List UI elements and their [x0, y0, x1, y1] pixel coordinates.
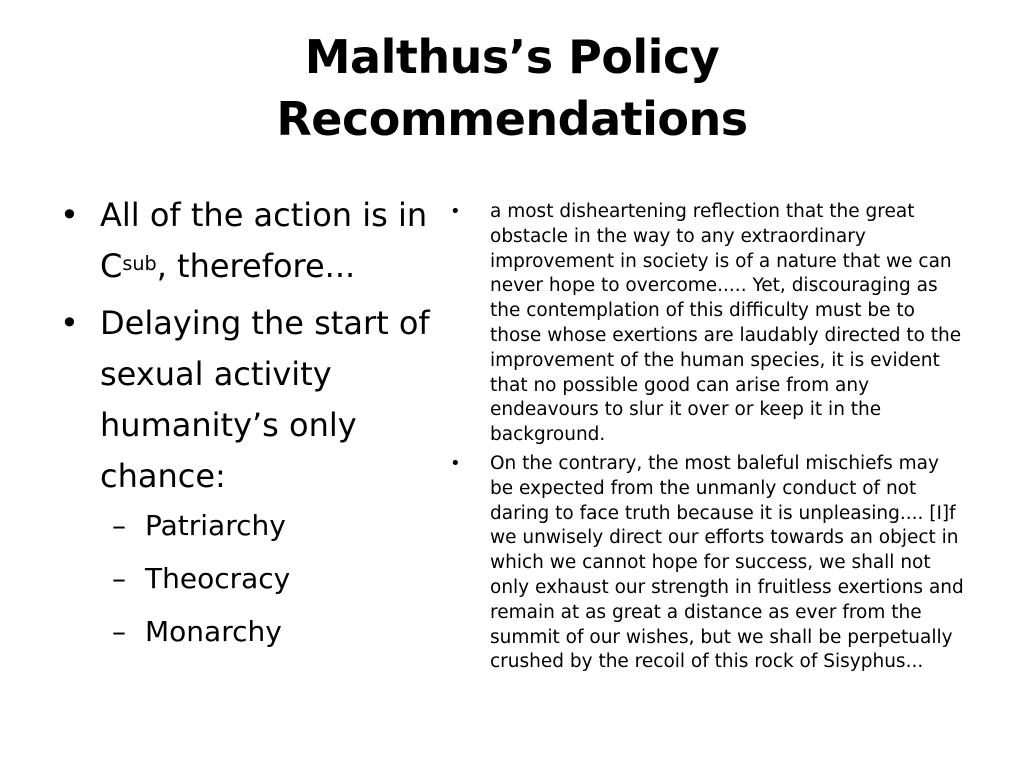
quote-1-text: a most disheartening reflection that the great obstacle in the way to any extraordinary improvement in society is of a nature that we can never hope to overcome..... Yet, discouraging as the contemplation of this difficulty must be to those whose exertions are laudably directed to the improvement of the human species, it is evident that no possible good can arise from any endeavours to slur it over or keep it in the background.	[490, 201, 962, 446]
left-bullet-1-text-start: All of the action is in C	[100, 196, 428, 285]
slide-title	[60, 26, 964, 150]
sub-bullet-patriarchy	[58, 508, 438, 543]
left-bullet-2	[58, 298, 438, 502]
left-bullet-2-text: Delaying the start of sexual activity humanity’s only chance:	[100, 304, 430, 495]
bullet-icon: •	[450, 201, 461, 222]
left-bullet-1-superscript: sub	[122, 252, 157, 276]
left-column	[58, 190, 438, 667]
sub-bullet-text: Patriarchy	[145, 509, 286, 542]
sub-bullet-monarchy	[58, 614, 438, 649]
dash-icon: –	[112, 509, 126, 542]
quote-bullet-2	[446, 452, 966, 675]
sub-bullet-text: Monarchy	[145, 615, 282, 648]
right-column-quotes	[446, 200, 966, 679]
bullet-icon: •	[60, 304, 79, 342]
quote-bullet-1	[446, 200, 966, 448]
left-bullet-1-text-end: , therefore...	[156, 247, 356, 285]
title-line-1: Malthus’s Policy	[304, 30, 720, 84]
bullet-icon: •	[60, 196, 79, 234]
dash-icon: –	[112, 615, 126, 648]
sub-bullet-text: Theocracy	[145, 562, 291, 595]
left-bullet-1	[58, 190, 438, 292]
bullet-icon: •	[450, 452, 461, 474]
title-line-2: Recommendations	[276, 92, 748, 146]
quote-2-text: On the contrary, the most baleful mischiefs may be expected from the unmanly conduct of not daring to face truth because it is unpleasing.... [I]f we unwisely direct our efforts towards an object in which we cannot hope for success, we shall not only exhaust our strength in fruitless exertions and remain at as great a distance as ever from the summit of our wishes, but we shall be perpetually crushed by the recoil of this rock of Sisyphus...	[490, 452, 964, 673]
dash-icon: –	[112, 562, 126, 595]
sub-bullet-theocracy	[58, 561, 438, 596]
